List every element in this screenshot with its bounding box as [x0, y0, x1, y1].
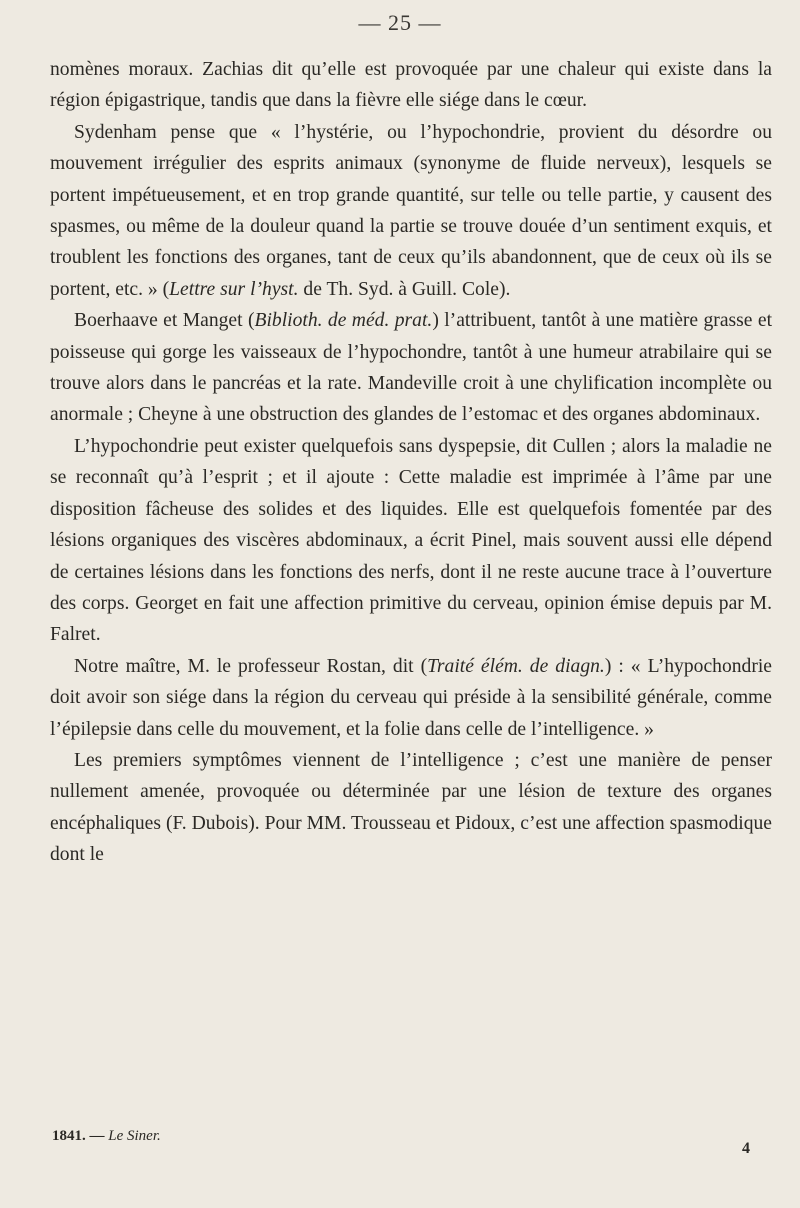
signature-mark: 4 [742, 1140, 750, 1157]
paragraph-text: ) l’attribuent, tantôt à une matière grasse et poisseuse qui gorge les vaisseaux de l’hypochondre, tantôt à une humeur atrabilaire qui se trouve alors dans le pancréas et la rate. Mandeville croit à une chylification incomplète ou anormale ; Cheyne à une obstruction des glandes de l’estomac et des organes abdominaux. [50, 310, 773, 426]
page-number-header: — 25 — [358, 10, 442, 35]
citation-title: Biblioth. de méd. prat. [254, 310, 433, 332]
paragraph [50, 54, 772, 117]
paragraph-text: de Th. Syd. à Guill. Cole). [298, 278, 511, 300]
paragraph-text: Boerhaave et Manget ( [74, 310, 255, 332]
citation-title: Lettre sur l’hyst. [169, 278, 299, 300]
footer-year: 1841. — [52, 1128, 109, 1144]
footer-author: Le Siner. [108, 1128, 161, 1144]
footer-note [52, 1128, 161, 1145]
paragraph-text: L’hypochondrie peut exister quelquefois sans dyspepsie, dit Cullen ; alors la maladie ne se reconnaît qu’à l’esprit ; et il ajoute : Cette maladie est imprimée à l’âme par une disposition fâcheuse des solides et des liquides. Elle est quelquefois fomentée par des lésions organiques des viscères abdominaux, a écrit Pinel, mais souvent aussi elle dépend de certaines lésions dans les fonctions des nerfs, dont il ne reste aucune trace à l’ouverture des corps. Georget en fait une affection primitive du cerveau, opinion émise depuis par M. Falret. [50, 435, 772, 646]
paragraph-text: Les premiers symptômes viennent de l’intelligence ; c’est une manière de penser nullement amenée, provoquée ou déterminée par une lésion de texture des organes encéphaliques (F. Dubois). Pour MM. Trousseau et Pidoux, c’est une affection spasmodique dont le [50, 749, 772, 866]
paragraph [50, 745, 772, 871]
body-text [50, 54, 772, 871]
citation-title: Traité élém. de diagn. [427, 655, 605, 677]
paragraph [50, 305, 772, 431]
paragraph-text: Sydenham pense que « l’hystérie, ou l’hypochondrie, provient du désordre ou mouvement irrégulier des esprits animaux (synonyme de fluide nerveux), lesquels se portent impétueusement, et en trop grande quantité, sur telle ou telle partie, y causent des spasmes, ou même de la douleur quand la partie se trouve douée d’un sentiment exquis, et troublent les fonctions des organes, tant de ceux qu’ils abandonnent, que de ceux où ils se portent, etc. » ( [50, 121, 772, 300]
paragraph-text: Notre maître, M. le professeur Rostan, dit ( [74, 655, 428, 677]
paragraph [50, 117, 772, 305]
paragraph-text: nomènes moraux. Zachias dit qu’elle est provoquée par une chaleur qui existe dans la région épigastrique, tandis que dans la fièvre elle siége dans le cœur. [50, 59, 772, 112]
paragraph-text: ) : « L’hypochondrie doit avoir son siége dans la région du cerveau qui préside à la sensibilité générale, comme l’épilepsie dans celle du mouvement, et la folie dans celle de l’intelligence. » [50, 655, 772, 740]
paragraph [50, 431, 772, 651]
paragraph [50, 651, 772, 745]
